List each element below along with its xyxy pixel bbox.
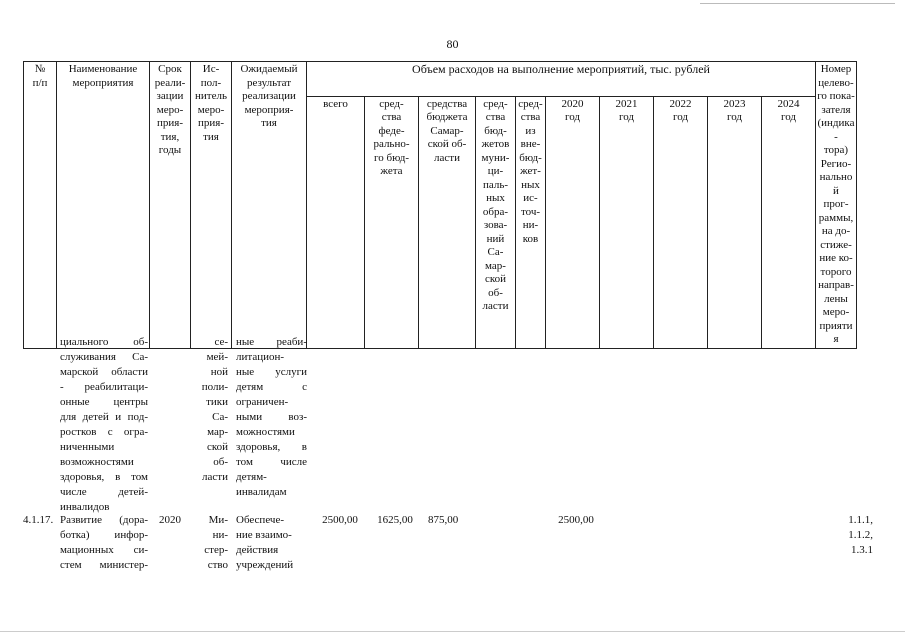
scan-artifact-line <box>700 3 895 4</box>
continuation-expected-result: ные реаби- литацион- ные услуги детям с ограничен- ными воз- можностями здоровья, в том числе детям- инвалидам <box>236 336 307 498</box>
row-term: 2020 <box>159 514 181 526</box>
header-regional-budget: средства бюджета Самар- ской об- ласти <box>419 96 476 348</box>
header-executor: Ис- пол- нитель меро- прия- тия <box>191 62 232 349</box>
header-expense-volume: Объем расходов на выполнение мероприятий, тыс. рублей <box>307 62 816 97</box>
scan-artifact-line-bottom <box>0 631 905 632</box>
header-municipal-budget: сред- ства бюд- жетов муни- ци- паль- ных обра- зова- ний Са- мар- ской об- ласти <box>476 96 516 348</box>
row-indicator: 1.1.1, 1.1.2, 1.3.1 <box>848 514 873 556</box>
continuation-executor: се- мей- ной поли- тики Са- мар- ской об- ласти <box>201 336 228 483</box>
row-measure-name: Развитие (дора- ботка) инфор- мационных си- стем министер- <box>60 514 148 571</box>
row-federal: 1625,00 <box>377 514 413 526</box>
header-year-2021: 2021 год <box>600 96 654 348</box>
row-expected-result: Обеспече- ние взаимо- действия учреждений <box>236 514 294 571</box>
header-number: № п/п <box>24 62 57 349</box>
continuation-measure-name: циального об- служивания Са- марской области - реабилитаци- онные центры для детей и под- ростков с огра- ниченными возможностями здоровья, в том числе детей- инвалидов <box>60 336 148 513</box>
header-year-2020: 2020 год <box>546 96 600 348</box>
header-year-2022: 2022 год <box>654 96 708 348</box>
header-measure-name: Наименование мероприятия <box>57 62 150 349</box>
page-number: 80 <box>446 37 459 51</box>
header-indicator-number: Номер целево- го пока- зателя (индика- тора) Регио- нальной прог- раммы, на до- стиже- ние ко- торого направ- лены меро- приятия <box>816 62 857 349</box>
row-regional: 875,00 <box>428 514 459 526</box>
header-year-2023: 2023 год <box>708 96 762 348</box>
header-term: Срок реали- зации меро- прия- тия, годы <box>150 62 191 349</box>
header-expected-result: Ожидаемый результат реализации мероприя- тия <box>232 62 307 349</box>
row-executor: Ми- ни- стер- ство <box>204 514 228 571</box>
expenses-table-header <box>23 61 857 349</box>
header-federal-budget: сред- ства феде- рально- го бюд- жета <box>365 96 419 348</box>
row-year-2020: 2500,00 <box>558 514 594 526</box>
header-total: всего <box>307 96 365 348</box>
header-year-2024: 2024 год <box>762 96 816 348</box>
header-extrabudgetary: сред- ства из вне- бюд- жет- ных ис- точ- ни- ков <box>516 96 546 348</box>
row-number: 4.1.17. <box>23 514 54 526</box>
row-total: 2500,00 <box>322 514 358 526</box>
